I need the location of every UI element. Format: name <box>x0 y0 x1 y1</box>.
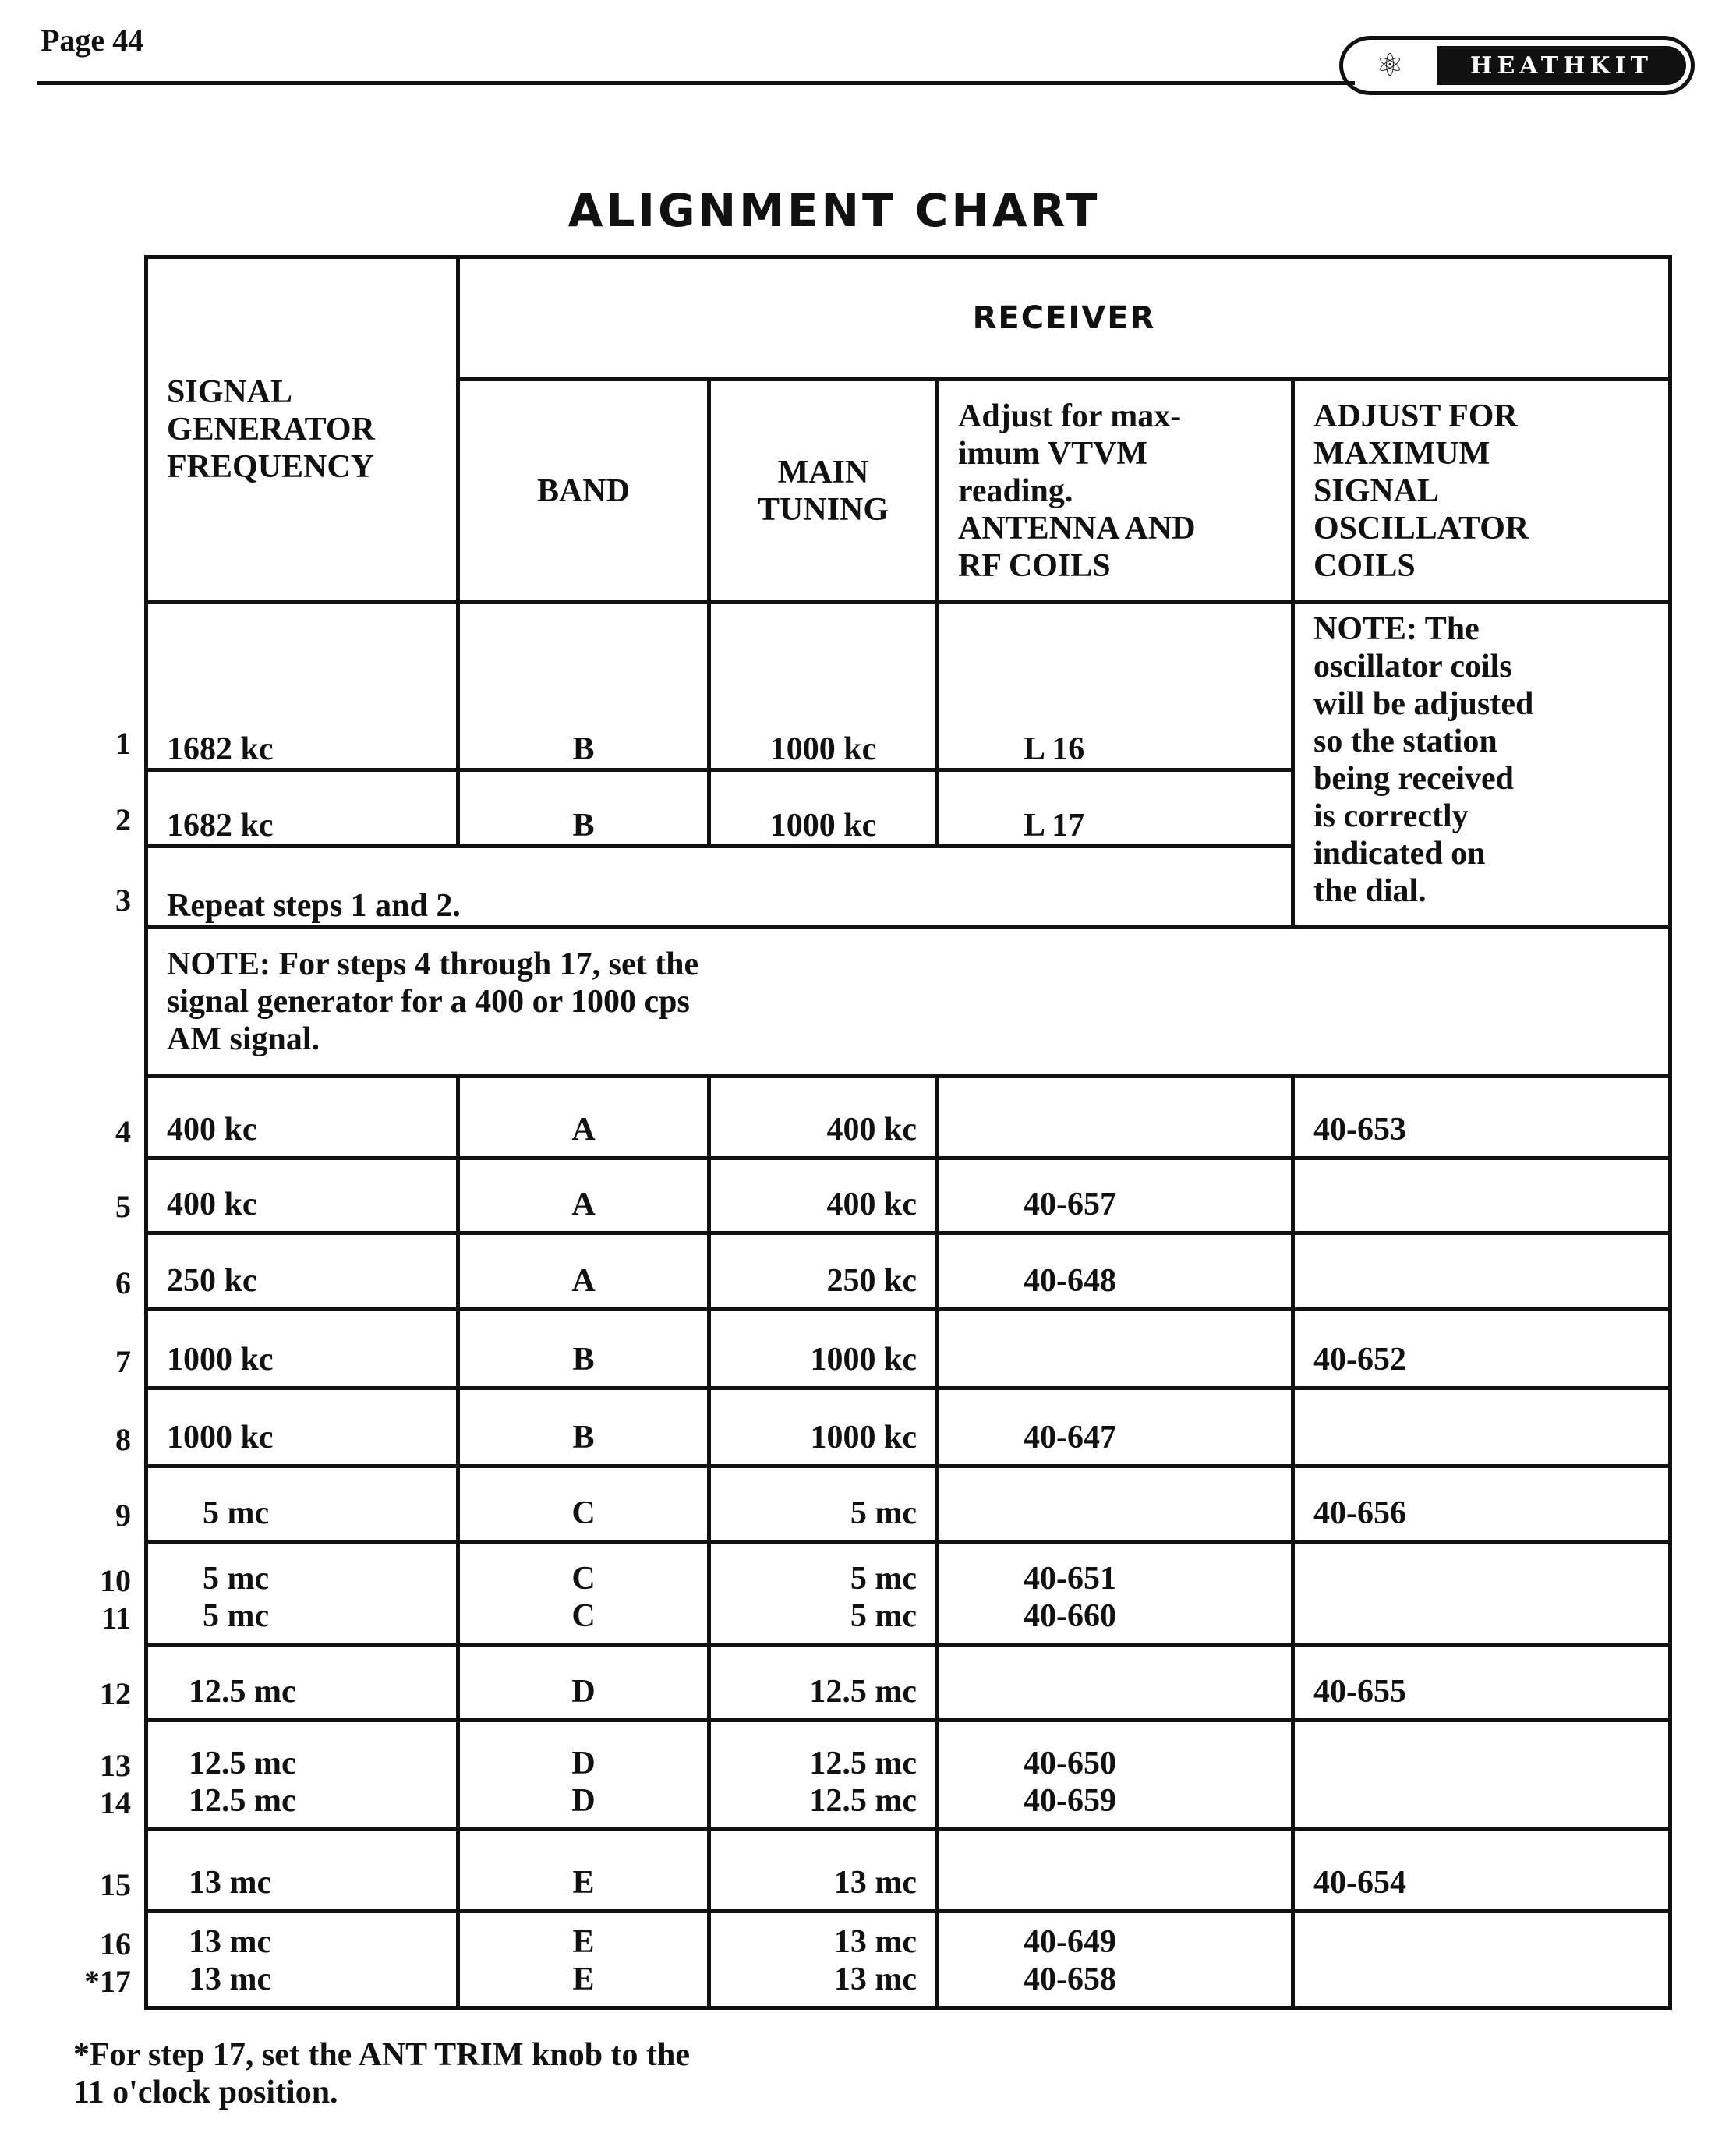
band-cell <box>458 1466 709 1542</box>
text-line: 400 kc <box>826 1187 917 1222</box>
text-line: 5 mc <box>850 1561 917 1597</box>
text-line: ADJUST FOR <box>1313 398 1518 434</box>
text-line: 12.5 mc <box>809 1674 917 1710</box>
table-row <box>147 1310 1671 1388</box>
rf-coil-cell <box>938 1721 1293 1830</box>
text-line: 5 mc <box>203 1561 270 1597</box>
tuning-cell <box>709 1388 938 1466</box>
tuning-cell <box>709 1912 938 2008</box>
text-line: B <box>572 731 595 767</box>
text-line: 1000 kc <box>810 1342 917 1378</box>
tuning-cell <box>709 1466 938 1542</box>
text-line: 13 mc <box>189 1961 272 1997</box>
freq-cell <box>147 1233 458 1310</box>
text-line: FREQUENCY <box>167 449 375 485</box>
table-row <box>147 1158 1671 1233</box>
text-line: 40-658 <box>1024 1961 1116 1997</box>
text-line: E <box>572 1961 595 1997</box>
text-line: 1000 kc <box>167 1342 274 1378</box>
osc-coil-cell <box>1293 1645 1671 1721</box>
header-rf-coils <box>938 380 1293 603</box>
band-cell <box>458 770 709 847</box>
text-line: 40-659 <box>1024 1783 1116 1819</box>
table-row <box>147 1830 1671 1912</box>
text-line: 13 mc <box>833 1924 917 1960</box>
note-row <box>147 927 1671 1077</box>
tuning-cell <box>709 1721 938 1830</box>
tuning-cell <box>709 1830 938 1912</box>
text-line: 12.5 mc <box>189 1783 296 1819</box>
rf-coil-cell <box>938 603 1293 770</box>
step-number: 11 <box>101 1601 131 1636</box>
step-number: 1 <box>115 726 131 761</box>
text-line: AM signal. <box>167 1020 320 1057</box>
text-line: E <box>572 1924 595 1960</box>
osc-coil-cell <box>1293 1542 1671 1645</box>
text-line: COILS <box>1313 547 1416 584</box>
freq-cell <box>147 1310 458 1388</box>
step-number: 2 <box>115 802 131 837</box>
text-line: reading. <box>958 472 1073 509</box>
rf-coil-cell <box>938 1077 1293 1158</box>
text-line: 5 mc <box>850 1598 917 1634</box>
freq-cell <box>147 603 458 770</box>
step-number: 4 <box>115 1114 131 1149</box>
step-number: 8 <box>115 1422 131 1457</box>
freq-cell <box>147 1830 458 1912</box>
band-cell <box>458 603 709 770</box>
step-number: 5 <box>115 1189 131 1224</box>
header-band: BAND <box>458 380 709 603</box>
band-cell <box>458 1542 709 1645</box>
band-cell <box>458 1388 709 1466</box>
step-number: 3 <box>115 883 131 918</box>
freq-cell <box>147 1912 458 2008</box>
text-line: 13 mc <box>189 1865 272 1901</box>
text-line: 400 kc <box>826 1112 917 1148</box>
text-line: SIGNAL <box>167 374 293 410</box>
table-row <box>147 1645 1671 1721</box>
footnote <box>73 2036 690 2111</box>
text-line: 250 kc <box>826 1263 917 1299</box>
text-line: 5 mc <box>850 1495 917 1531</box>
text-line: A <box>571 1112 596 1148</box>
band-cell <box>458 1310 709 1388</box>
heathkit-logo <box>1339 36 1695 95</box>
text-line: A <box>571 1187 596 1222</box>
text-line: 12.5 mc <box>189 1746 296 1781</box>
osc-coil-cell <box>1293 1912 1671 2008</box>
text-line: C <box>571 1561 596 1597</box>
header-rule <box>37 81 1355 85</box>
text-line: MAIN <box>777 454 869 490</box>
text-line: 40-652 <box>1313 1342 1406 1378</box>
text-line: NOTE: For steps 4 through 17, set the <box>167 946 699 982</box>
text-line: 40-649 <box>1024 1924 1116 1960</box>
step-number: 6 <box>115 1265 131 1300</box>
text-line: C <box>571 1598 596 1634</box>
text-line: SIGNAL <box>1313 472 1440 509</box>
text-line: 1000 kc <box>167 1420 274 1456</box>
text-line: signal generator for a 400 or 1000 cps <box>167 983 690 1020</box>
tuning-cell <box>709 603 938 770</box>
atom-icon: ⚛ <box>1376 48 1404 83</box>
freq-cell <box>147 1388 458 1466</box>
band-cell <box>458 1077 709 1158</box>
text-line: 250 kc <box>167 1263 257 1299</box>
tuning-cell <box>709 1645 938 1721</box>
header-receiver: RECEIVER <box>458 257 1671 380</box>
text-line: D <box>571 1674 596 1710</box>
text-line: 40-651 <box>1024 1561 1116 1597</box>
freq-cell <box>147 1466 458 1542</box>
text-line: indicated on <box>1313 836 1486 872</box>
osc-coil-cell <box>1293 1233 1671 1310</box>
alignment-table <box>144 255 1672 2010</box>
text-line: 5 mc <box>203 1598 270 1634</box>
osc-coil-cell <box>1293 1830 1671 1912</box>
step-number: 14 <box>100 1785 131 1820</box>
text-line: D <box>571 1783 596 1819</box>
rf-coil-cell <box>938 1542 1293 1645</box>
text-line: being received <box>1313 761 1515 797</box>
text-line: A <box>571 1263 596 1299</box>
text-line: so the station <box>1313 723 1497 759</box>
text-line: MAXIMUM <box>1313 435 1490 472</box>
text-line: ANTENNA AND <box>958 510 1196 546</box>
band-cell <box>458 1158 709 1233</box>
tuning-cell <box>709 770 938 847</box>
repeat-steps-cell: Repeat steps 1 and 2. <box>147 847 1293 927</box>
text-line: 12.5 mc <box>189 1674 296 1710</box>
text-line: 40-647 <box>1024 1420 1116 1456</box>
osc-coil-cell <box>1293 1388 1671 1466</box>
text-line: 40-656 <box>1313 1495 1406 1531</box>
text-line: 40-654 <box>1313 1865 1406 1901</box>
rf-coil-cell <box>938 1388 1293 1466</box>
rf-coil-cell <box>938 1233 1293 1310</box>
band-cell <box>458 1912 709 2008</box>
text-line: 1682 kc <box>167 808 274 844</box>
text-line: imum VTVM <box>958 435 1148 472</box>
text-line: 40-655 <box>1313 1674 1406 1710</box>
text-line: 400 kc <box>167 1187 257 1222</box>
freq-cell <box>147 770 458 847</box>
rf-coil-cell <box>938 1466 1293 1542</box>
text-line: B <box>572 1420 595 1456</box>
text-line: B <box>572 808 595 844</box>
band-cell <box>458 1645 709 1721</box>
text-line: L 16 <box>1024 731 1085 767</box>
step-number: 7 <box>115 1344 131 1379</box>
step-number: 10 <box>100 1563 131 1598</box>
text-line: 1000 kc <box>769 731 877 767</box>
rf-coil-cell <box>938 1912 1293 2008</box>
text-line: 12.5 mc <box>809 1783 917 1819</box>
text-line: 40-653 <box>1313 1112 1406 1148</box>
text-line: NOTE: The <box>1313 611 1480 647</box>
text-line: 40-657 <box>1024 1187 1116 1222</box>
text-line: C <box>571 1495 596 1531</box>
rf-coil-cell <box>938 1158 1293 1233</box>
text-line: 400 kc <box>167 1112 257 1148</box>
step-number: 12 <box>100 1676 131 1711</box>
header-main-tuning <box>709 380 938 603</box>
freq-cell <box>147 1077 458 1158</box>
osc-coil-cell <box>1293 1721 1671 1830</box>
text-line: 13 mc <box>189 1924 272 1960</box>
text-line: OSCILLATOR <box>1313 510 1529 546</box>
page-number: Page 44 <box>41 23 144 58</box>
table-row <box>147 603 1671 770</box>
text-line: oscillator coils <box>1313 649 1512 684</box>
text-line: E <box>572 1865 595 1901</box>
band-cell <box>458 1233 709 1310</box>
header-osc-coils <box>1293 380 1671 603</box>
text-line: RF COILS <box>958 547 1111 584</box>
text-line: 5 mc <box>203 1495 270 1531</box>
freq-cell <box>147 1542 458 1645</box>
osc-coil-cell <box>1293 1466 1671 1542</box>
text-line: the dial. <box>1313 873 1427 909</box>
rf-coil-cell <box>938 1830 1293 1912</box>
text-line: 11 o'clock position. <box>73 2075 338 2110</box>
tuning-cell <box>709 1233 938 1310</box>
table-row <box>147 1466 1671 1542</box>
rf-coil-cell <box>938 770 1293 847</box>
freq-cell <box>147 1158 458 1233</box>
text-line: D <box>571 1746 596 1781</box>
rf-coil-cell <box>938 1645 1293 1721</box>
chart-title: ALIGNMENT CHART <box>567 184 1101 237</box>
table-row <box>147 1721 1671 1830</box>
signal-note <box>147 927 1671 1077</box>
freq-cell <box>147 1645 458 1721</box>
text-line: *For step 17, set the ANT TRIM knob to the <box>73 2037 691 2073</box>
step-number: 13 <box>100 1748 131 1783</box>
oscillator-note <box>1293 603 1671 927</box>
step-number: 15 <box>100 1867 131 1902</box>
tuning-cell <box>709 1158 938 1233</box>
text-line: B <box>572 1342 595 1378</box>
step-number: 9 <box>115 1498 131 1533</box>
rf-coil-cell <box>938 1310 1293 1388</box>
text-line: TUNING <box>757 491 889 528</box>
osc-coil-cell <box>1293 1310 1671 1388</box>
text-line: 40-650 <box>1024 1746 1116 1781</box>
text-line: is correctly <box>1313 798 1469 834</box>
text-line: L 17 <box>1024 808 1085 844</box>
table-row <box>147 1388 1671 1466</box>
table-row <box>147 1912 1671 2008</box>
freq-cell <box>147 1721 458 1830</box>
logo-text: HEATHKIT <box>1437 46 1686 85</box>
text-line: will be adjusted <box>1313 686 1534 722</box>
step-number: *17 <box>84 1964 131 1999</box>
tuning-cell <box>709 1077 938 1158</box>
osc-coil-cell <box>1293 1077 1671 1158</box>
band-cell <box>458 1721 709 1830</box>
table-row <box>147 1233 1671 1310</box>
header-signal-generator <box>147 257 458 603</box>
text-line: 13 mc <box>833 1865 917 1901</box>
text-line: GENERATOR <box>167 412 375 447</box>
text-line: 13 mc <box>833 1961 917 1997</box>
text-line: 1000 kc <box>810 1420 917 1456</box>
text-line: 40-660 <box>1024 1598 1116 1634</box>
step-number: 16 <box>100 1926 131 1961</box>
osc-coil-cell <box>1293 1158 1671 1233</box>
band-cell <box>458 1830 709 1912</box>
tuning-cell <box>709 1310 938 1388</box>
text-line: 1682 kc <box>167 731 274 767</box>
text-line: Adjust for max- <box>958 398 1182 434</box>
tuning-cell <box>709 1542 938 1645</box>
text-line: 1000 kc <box>769 808 877 844</box>
table-row <box>147 1542 1671 1645</box>
text-line: 12.5 mc <box>809 1746 917 1781</box>
text-line: 40-648 <box>1024 1263 1116 1299</box>
table-row <box>147 1077 1671 1158</box>
